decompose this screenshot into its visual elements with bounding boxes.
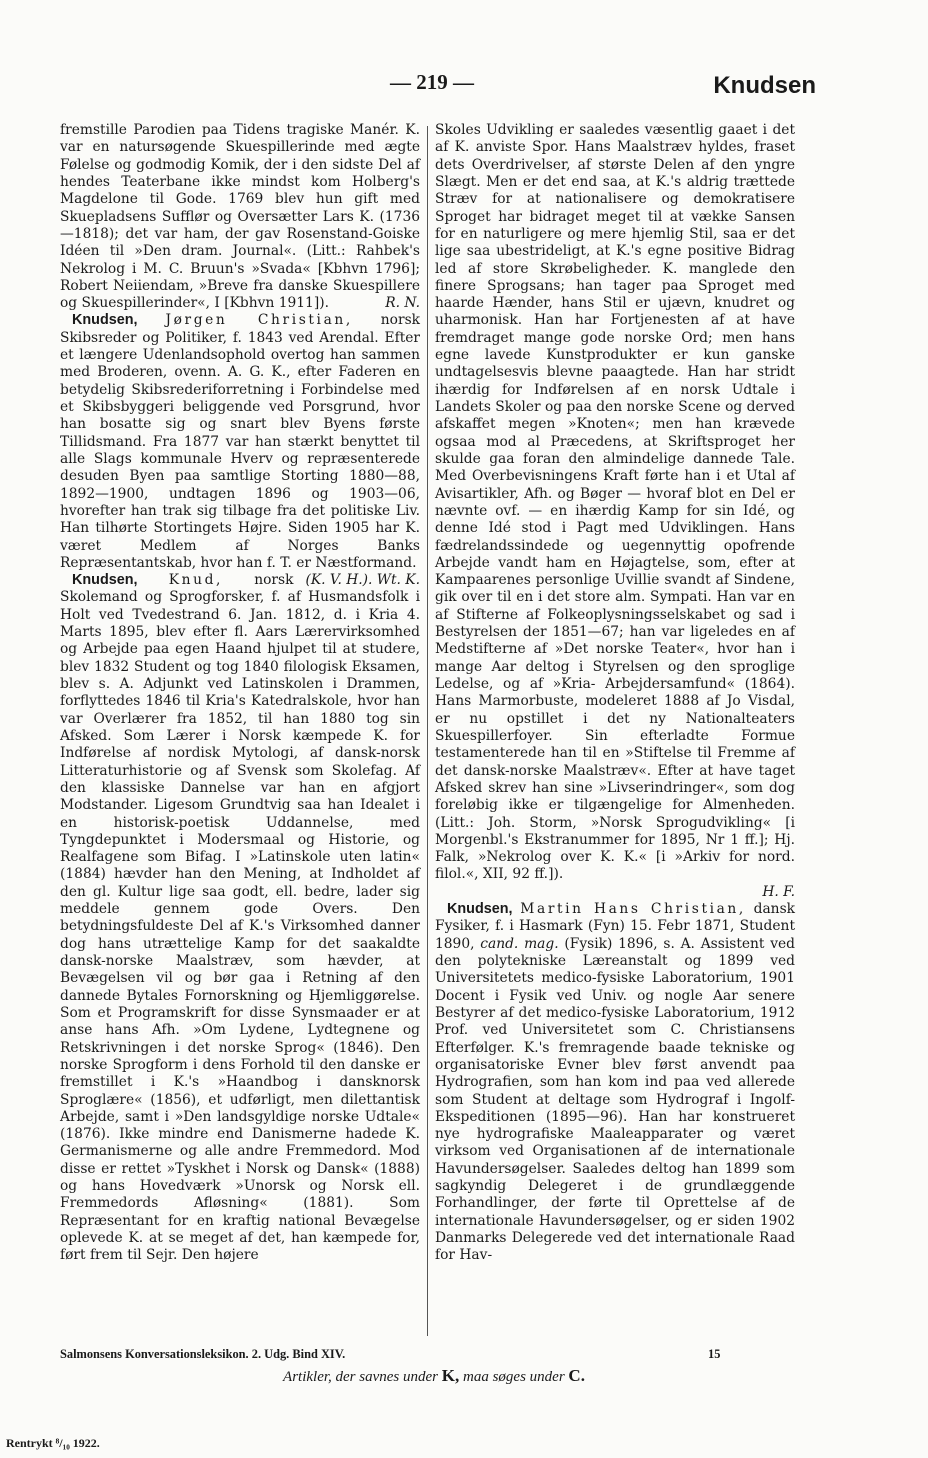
- reprint-note: Rentrykt ⁸/₁₀ 1922.: [6, 1436, 100, 1450]
- publication-line: Salmonsens Konversationsleksikon. 2. Udg. Bind XIV.: [60, 1347, 346, 1361]
- entry-jorgen-christian: [60, 312, 421, 589]
- entry-text: Skoles Udvikling er saaledes væsentlig gaaet i det af K. anviste Spor. Hans Maalstræv hyldes, fraset dets Overdrivelser, af største Delen af den yngre Slægt. Men er det end saa, at K.'s aldrig trættede Stræv for at nationalisere og demokratisere Sproget har bidraget meget til at vække Sansen for en naturligere og mere hjemlig Stil, saa er det lige saa ubestrideligt, at K.'s egne positive Bidrag led af store Skrøbeligheder. K. manglede den finere Sprogsans; han tager paa Sproget med haarde Hænder, hans Stil er ujævn, knudret og uharmonisk. Han har Fortjenesten af at have fremdraget mange gode norske Ord; men hans egne lavede Kunstprodukter er kun ganske undtagelsesvis blevne paaagtede. Han har stridt ihærdig for Indførelsen af en norsk Udtale i Landets Skoler og paa den norske Scene og derved afskaffet megen »Knoten«; men han krævede ogsaa mod al Præcedens, at Skriftsproget her skulde gaa foran den almindelige dannede Tale. Med Overbevisningens Kraft førte han i et Utal af Avisartikler, Afh. og Bøger — hvoraf blot en Del er nævnte ovf. — en ihærdig Kamp for sin Idé, og denne Idé stod i Pagt med Udviklingen. Hans fædrelandssindede og uegennyttig opofrende Arbejde vandt ham en Højagtelse, som, efter at Kampaarenes personlige Uvillie svandt af Sindene, gik over til en i det store alm. Sympati. Han var en af Stifterne af Folkeoplysningsselskabet og sad i Bestyrelsen der 1851—67; han var ligeledes en af Medstifterne af »Det norske Teater«, hvor han i mange Aar deltog i Styrelsen og den sproglige Ledelse, og af »Kria- Arbejdersamfund« (1864). Hans Marmorbuste, modeleret 1888 af Jo Visdal, er nu opstillet i det ny Nationalteaters Skuespillerfoyer. Sin efterladte Formue testamenterede han til en »Stiftelse til Fremme af det dansk-norske Maalstræv«. Efter at have taget Afsked skrev han sine »Livserindringer«, som dog foreløbig ikke er tilgængelige for Almenheden. (Litt.: Joh. Storm, »Norsk Sprogudvikling« [i Morgenbl.'s Ekstranummer for 1895, Nr 1 ff.]; Hj. Falk, »Nekrolog over K. K.« [i »Arkiv for nord. filol.«, XII, 92 ff.]).: [435, 122, 795, 883]
- column-divider: [427, 126, 428, 1336]
- entry-forename: Martin Hans Christian,: [520, 901, 746, 918]
- author-signature: (K. V. H.). Wt. K.: [305, 572, 420, 589]
- note-text: Artikler, der savnes under: [283, 1369, 439, 1385]
- entry-text: norsk Skolemand og Sprogforsker, f. af Husmandsfolk i Holt ved Tvedestrand 6. Jan. 1812, d. i Kria 4. Marts 1895, blev efter fl. Aars Lærervirksomhed og Arbejde paa egen Haand hjulpet til at studere, blev 1832 Student og tog 1840 filologisk Eksamen, blev s. A. Adjunkt ved Latinskolen i Drammen, forflyttedes 1846 til Kria's Katedralskole, hvor han var Overlærer fra 1852, til han 1880 tog sin Afsked. Som Lærer i Norsk kæmpede K. for Indførelse af nordisk Mytologi, af dansk-norsk Litteraturhistorie og af Svensk som Skolefag. Af den klassiske Dannelse var han en afgjort Modstander. Ligesom Grundtvig saa han Idealet i en historisk-poetisk Uddannelse, med Tyngdepunktet i Modersmaal og Historie, og Realfagene som Bifag. I »Latinskole uten latin« (1884) hævder han den Mening, at Indholdet af den gl. Kultur lige saa godt, ell. bedre, lader sig meddele gennem gode Overs. Den betydningsfuldeste Del af K.'s Virksomhed danner dog hans utrættelige Kamp for det saakaldte dansk-norske Maalstræv, som hævder, at Bevægelsen vil og bør gaa i Retning af den dannede Bytales Fornorskning og Hjemliggørelse. Som et Programskrift for disse Synsmaader er at anse hans Afh. »Om Lydene, Lydtegnene og Retskrivningen i det norske Sprog« (1846). Den norske Sprogform i dens Forhold til den danske er fremstillet i K.'s »Haandbog i dansknorsk Sproglære« (1856), et udførligt, men dilettantisk Arbejde, samt i »Den landsgyldige norske Udtale« (1876). Ikke mindre end Danismerne hadede K. Germanismerne og alle andre Fremmedord. Mod disse er rettet »Tyskhet i Norsk og Dansk« (1888) og hans Hovedværk »Unorsk og Norsk ell. Fremmedords Afløsning« (1881). Som Repræsentant for en kraftig national Bevægelse oplevede K. at se meget af det, han kæmpede for, ført frem til Sejr. Den højere: [60, 572, 420, 1264]
- author-signature: H. F.: [762, 883, 795, 900]
- entry-text: dansk Fysiker, f. i Hasmark (Fyn) 15. Febr 1871, Student 1890,: [435, 901, 796, 952]
- entry-headword: Knudsen,: [447, 901, 513, 918]
- right-column: [435, 122, 795, 1265]
- entry-headword: Knudsen,: [72, 572, 138, 589]
- cross-reference-note: [60, 1366, 808, 1386]
- note-text: maa søges under: [463, 1369, 565, 1385]
- entry-forename: Knud,: [168, 572, 224, 589]
- note-letter-c: C.: [568, 1366, 585, 1385]
- entry-degree: cand. mag.: [480, 935, 559, 952]
- entry-martin-hans-christian: [435, 901, 795, 1265]
- entry-text: (Fysik) 1896, s. A. Assistent ved den polytekniske Læreanstalt og 1899 ved Universitetets medico-fysiske Laboratorium, 1901 Docent i Fysik ved Univ. og nogle Aar senere Bestyrer af det medico-fysiske Laboratorium, 1912 Prof. ved Universitetet som C. Christiansens Efterfølger. K.'s fremragende baade tekniske og organisatoriske Evner blev først anvendt paa Hydrografien, som han kom ind paa ved allerede som Student at deltage som Hydrograf i Ingolf-Ekspeditionen (1895—96). Han har konstrueret nye hydrografiske Maaleapparater og været virksom ved Organisationen af de internationale Havundersøgelser. Saaledes deltog han 1899 som sagkyndig Delegeret i de grundlæggende Forhandlinger, der førte til Oprettelse af de internationale Havundersøgelser, og er siden 1902 Danmarks Delegerede ved det internationale Raad for Hav-: [435, 935, 796, 1264]
- text-columns: [60, 122, 808, 1342]
- entry-forename: Jørgen Christian,: [165, 312, 353, 329]
- continued-entry: [60, 122, 420, 312]
- author-signature: R. N.: [385, 295, 420, 312]
- entry-knud-continued: [435, 122, 795, 884]
- left-column: [60, 122, 420, 1265]
- running-head: Knudsen: [713, 72, 816, 99]
- entry-knud: [60, 572, 420, 1265]
- entry-headword: Knudsen,: [72, 312, 138, 329]
- page-header: [60, 70, 816, 102]
- entry-text: norsk Skibsreder og Politiker, f. 1843 ved Arendal. Efter et længere Udenlandsophold overtog han sammen med Broderen, ovenn. A. G. K., efter Faderen en betydelig Skibsrederiforretning i Forbindelse med et Skibsbyggeri beliggende ved Porsgrund, hvor han bosatte sig og snart blev Byens første Tillidsmand. Fra 1877 var han stærkt benyttet til alle Slags kommunale Hverv og repræsenterede desuden Byen paa samtlige Storting 1880—88, 1892—1900, undtagen 1896 og 1903—06, hvorefter han trak sig tilbage fra det politiske Liv. Han tilhørte Stortingets Højre. Siden 1905 har K. været Medlem af Norges Banks Repræsentantskab, hvor han f. T. er Næstformand.: [60, 312, 421, 571]
- note-letter-k: K,: [441, 1366, 460, 1385]
- entry-text: fremstille Parodien paa Tidens tragiske Manér. K. var en natursøgende Skuespillerinde med ægte Følelse og godmodig Komik, der i den sidste Del af hendes Teaterbane ikke mindst kom Holberg's Magdelone til Gode. 1769 blev hun gift med Skuepladsens Sufflør og Oversætter Lars K. (1736—1818); det var ham, der gav Rosenstand-Goiske Idéen til »Den dram. Journal«. (Litt.: Rahbek's Nekrolog i M. C. Bruun's »Svada« [Kbhvn 1796]; Robert Neiiendam, »Breve fra danske Skuespillere og Skuespillerinder«, I [Kbhvn 1911]).: [60, 122, 420, 312]
- signature-mark: 15: [708, 1347, 721, 1361]
- page-number: — 219 —: [390, 70, 474, 94]
